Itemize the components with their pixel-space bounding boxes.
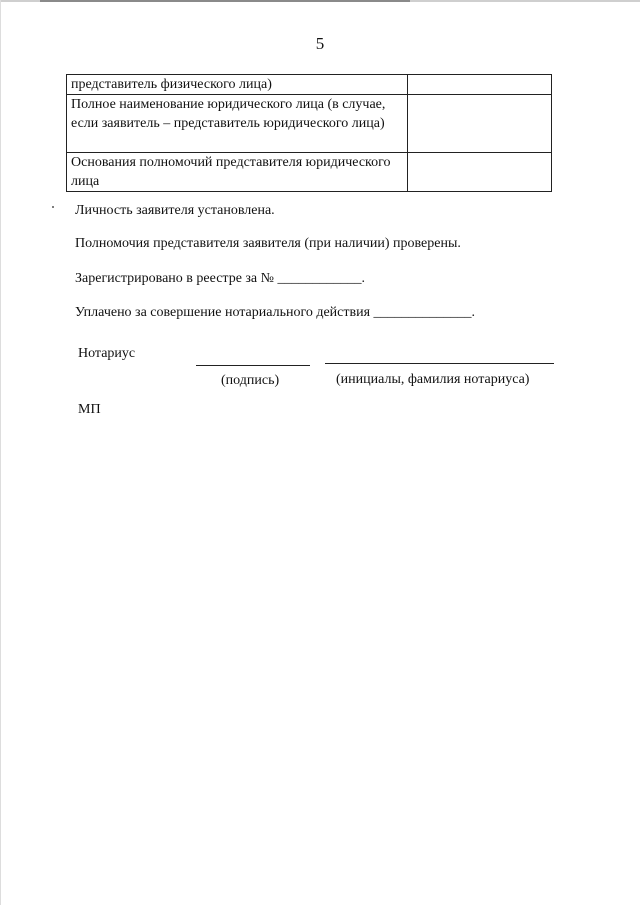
table-row [67,95,552,153]
scan-speck [52,206,54,208]
identity-verified-text: Личность заявителя установлена. [75,203,275,218]
applicant-info-table [66,74,552,192]
table-row [67,153,552,192]
notary-name-caption: (инициалы, фамилия нотариуса) [336,372,530,387]
page-number: 5 [315,34,325,53]
fee-paid-text: Уплачено за совершение нотариального действия ______________. [75,305,476,320]
stamp-label: МП [78,402,101,417]
scan-edge-left [0,0,1,905]
table-cell-value [408,75,552,95]
table-cell-label: Полное наименование юридического лица (в случае, если заявитель – представитель юридического лица) [67,95,408,153]
notary-label: Нотариус [78,346,136,361]
signature-line [196,365,310,366]
table-cell-value [408,95,552,153]
table-row [67,75,552,95]
signature-caption: (подпись) [221,373,280,388]
powers-verified-text: Полномочия представителя заявителя (при наличии) проверены. [75,236,461,251]
scan-edge-top-shadow [40,0,410,2]
table-cell-label: представитель физического лица) [67,75,408,95]
table-cell-label: Основания полномочий представителя юридического лица [67,153,408,192]
table-cell-value [408,153,552,192]
notary-name-line [325,363,554,364]
registry-number-text: Зарегистрировано в реестре за № ____________. [75,271,366,286]
